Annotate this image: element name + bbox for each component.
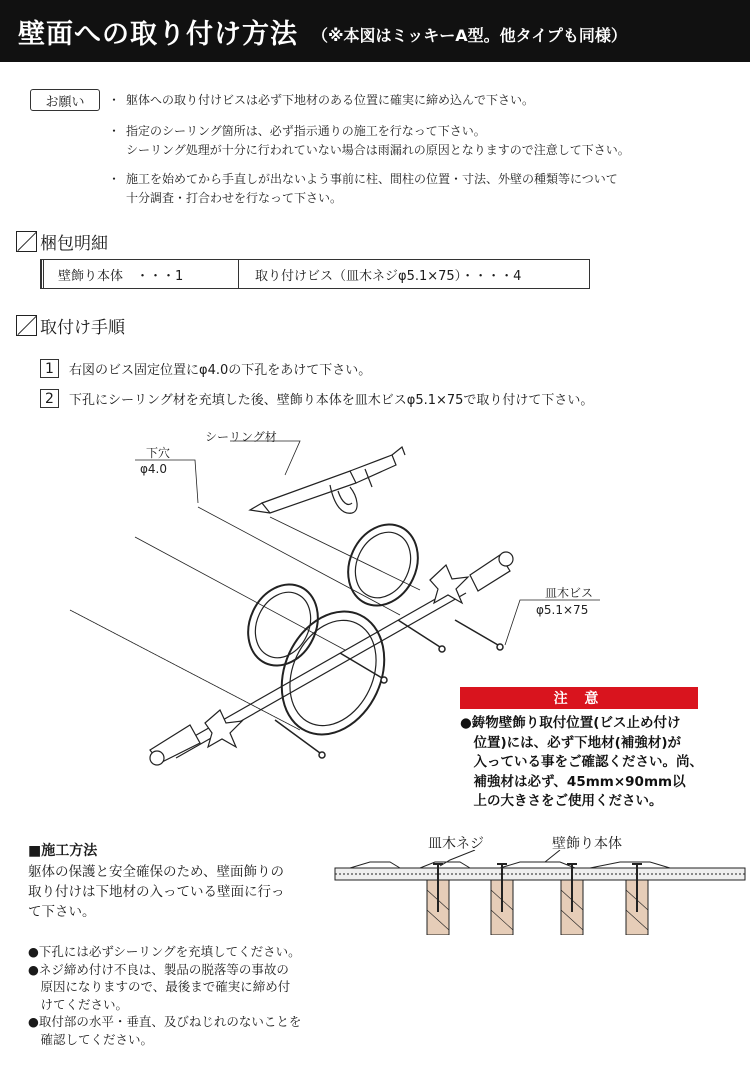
note-3-line-2: 十分調査・打合わせを行なって下さい。 xyxy=(126,191,343,205)
packing-item-body: 壁飾り本体 ・・・1 xyxy=(41,260,239,288)
method-bullet: けてください。 xyxy=(28,996,129,1012)
page-header xyxy=(0,0,750,62)
packing-table xyxy=(40,259,590,289)
method-description xyxy=(28,862,328,922)
pilot-hole-size: φ4.0 xyxy=(140,462,167,476)
ornament-rings xyxy=(235,513,430,751)
method-bullet: ●取付部の水平・垂直、及びねじれのないことを xyxy=(28,1014,302,1029)
procedure-step-2 xyxy=(40,389,593,408)
cross-body-label: 壁飾り本体 xyxy=(552,836,622,852)
method-bullet: 確認してください。 xyxy=(28,1031,154,1047)
packing-heading-text: 梱包明細 xyxy=(40,234,108,254)
cross-section-diagram xyxy=(330,850,750,935)
note-bullet: ・ xyxy=(108,124,121,138)
note-3-line-1: 施工を始めてから手直しが出ないよう事前に柱、間柱の位置・寸法、外壁の種類等について xyxy=(126,172,618,186)
packing-heading xyxy=(16,229,108,254)
note-2-line-1: 指定のシーリング箇所は、必ず指示通りの施工を行なって下さい。 xyxy=(126,124,486,138)
caution-line: 位置)には、必ず下地材(補強材)が xyxy=(460,734,682,751)
pilot-hole-label: 下穴 xyxy=(146,446,171,460)
packing-item-screws: 取り付けビス（皿木ネジφ5.1×75）・・・・4 xyxy=(255,268,522,284)
method-bullet: 原因になりますので、最後まで確実に締め付 xyxy=(28,979,291,994)
step-number: 1 xyxy=(40,359,59,378)
method-line: 取り付けは下地材の入っている壁面に行っ xyxy=(28,884,285,900)
screw-size: φ5.1×75 xyxy=(536,603,589,617)
method-bullets xyxy=(28,943,328,1048)
method-bullet: ●ネジ締め付け不良は、製品の脱落等の事故の xyxy=(28,961,289,977)
caution-line: 入っている事をご確認ください。尚、 xyxy=(460,754,703,770)
slash-box-icon xyxy=(16,315,37,336)
note-bullet: ・ xyxy=(108,172,121,186)
step-number: 2 xyxy=(40,389,59,408)
method-line: て下さい。 xyxy=(28,904,96,920)
procedure-heading-text: 取付け手順 xyxy=(40,318,125,338)
procedure-heading xyxy=(16,313,125,338)
screw-label: 皿木ビス xyxy=(545,586,594,600)
caution-text xyxy=(460,714,730,812)
caution-line: ●鋳物壁飾り取付位置(ビス止め付け xyxy=(460,715,681,731)
page-title: 壁面への取り付け方法 xyxy=(18,18,298,50)
step-text: 下孔にシーリング材を充填した後、壁飾り本体を皿木ビスφ5.1×75で取り付けて下さい。 xyxy=(69,393,594,408)
caution-line: 上の大きさをご使用ください。 xyxy=(460,793,663,809)
note-bullet: ・ xyxy=(108,93,121,107)
caution-line: 補強材は必ず、45mm×90mm以 xyxy=(460,773,686,790)
caution-title: 注 意 xyxy=(460,687,698,709)
slash-box-icon xyxy=(16,231,37,252)
sealant-label: シーリング材 xyxy=(205,430,277,444)
method-line: 躯体の保護と安全確保のため、壁面飾りの xyxy=(28,864,284,880)
method-title: ■施工方法 xyxy=(28,843,98,859)
method-section xyxy=(28,840,328,922)
method-bullet: ●下孔には必ずシーリングを充填してください。 xyxy=(28,944,301,959)
note-1-line-1: 躯体への取り付けビスは必ず下地材のある位置に確実に締め込んで下さい。 xyxy=(126,93,535,107)
step-text: 右図のビス固定位置にφ4.0の下孔をあけて下さい。 xyxy=(69,363,372,378)
procedure-step-1 xyxy=(40,359,371,378)
note-2-line-2: シーリング処理が十分に行われていない場合は雨漏れの原因となりますので注意して下さい。 xyxy=(126,143,630,157)
page-subtitle: （※本図はミッキーA型。他タイプも同様） xyxy=(312,25,627,45)
cross-screw-label: 皿木ネジ xyxy=(428,836,484,852)
sealant-gun-icon xyxy=(250,447,405,513)
request-badge: お願い xyxy=(30,89,100,111)
